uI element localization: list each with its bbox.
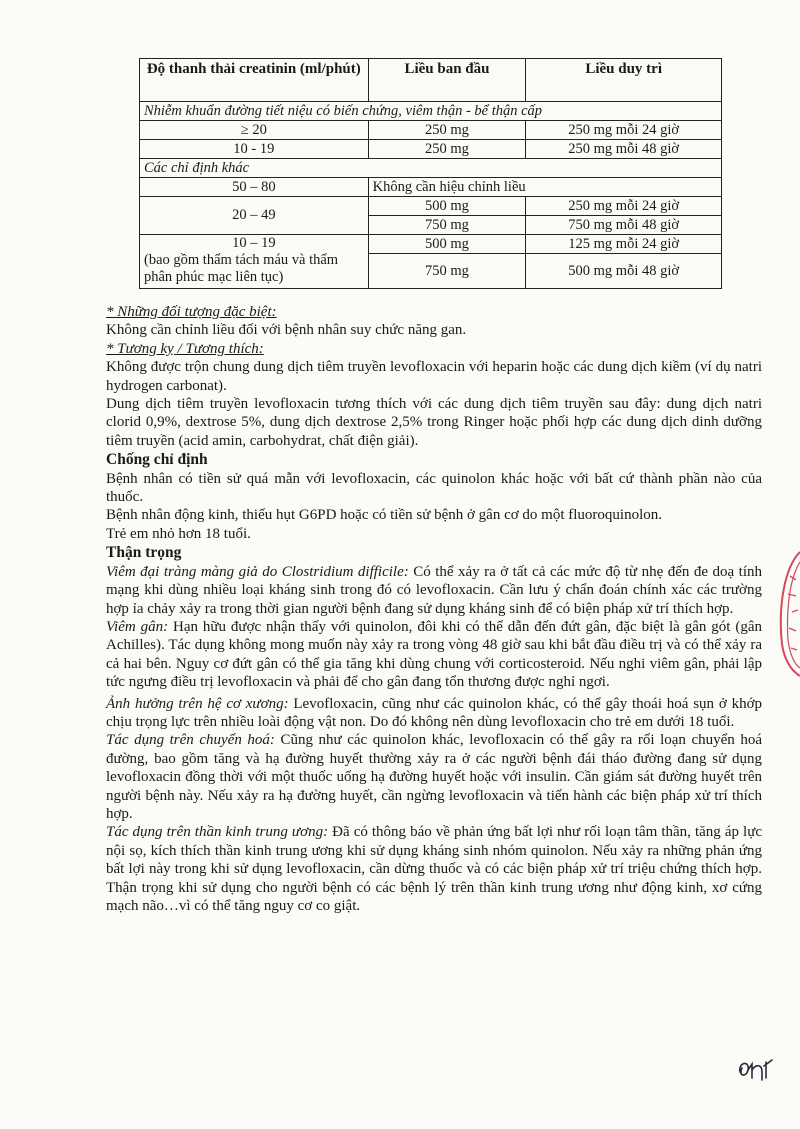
precaution-text: Levofloxacin, cũng như các quinolon khác, có thể gây thoái hoá sụn ở khớp chịu trọng lực trên nhiều loài động vật non. Do đó không nên dùng levofloxacin cho trẻ em dưới 18 tuổi. [106,695,762,730]
clearance-cell: 20 – 49 [140,197,369,235]
special-populations-text: Không cần chỉnh liều đối với bệnh nhân suy chức năng gan. [106,322,467,339]
clearance-cell: ≥ 20 [140,121,369,140]
precaution-lead: Viêm gân: [106,618,169,635]
precaution-paragraph [106,823,762,915]
compatibility-paragraph: Không được trộn chung dung dịch tiêm truyền levofloxacin với heparin hoặc các dung dịch kiềm (ví dụ natri hydrogen carbonat). [106,359,762,394]
precaution-text: Đã có thông báo về phản ứng bất lợi như rối loạn tâm thần, tăng áp lực nội sọ, kích thích thần kinh trung ương khi sử dụng kháng sinh nhóm quinolon. Nếu xảy ra những phản ứng bất lợi này trong khi sử dụng levofloxacin, cần dừng thuốc và có các biện pháp xử trí triệu chứng thích hợp. Thận trọng khi sử dụng cho người bệnh có các bệnh lý trên thần kinh trung ương như động kinh, xơ cứng mạch não…vì có thể tăng nguy cơ co giật. [106,824,762,914]
dosage-table [139,58,722,289]
initial-dose-cell: 750 mg [368,216,526,235]
contraindications-heading: Chống chỉ định [106,451,208,469]
precaution-paragraph [106,731,762,823]
initial-dose-cell: 250 mg [368,121,526,140]
section-uti-title: Nhiễm khuẩn đường tiết niệu có biến chứng, viêm thận - bể thận cấp [140,102,722,121]
maintenance-dose-cell: 250 mg mỗi 24 giờ [526,197,722,216]
maintenance-dose-cell: 500 mg mỗi 48 giờ [526,254,722,289]
maintenance-dose-cell: 250 mg mỗi 24 giờ [526,121,722,140]
table-section-row [140,102,722,121]
compatibility-heading: * Tương kỵ / Tương thích: [106,340,264,357]
table-row [140,197,722,216]
precautions-heading: Thận trọng [106,544,182,562]
handwritten-page-mark [734,1054,778,1084]
contraindication-item: Bệnh nhân có tiền sử quá mẫn với levofloxacin, các quinolon khác hoặc với bất cứ thành phần nào của thuốc. [106,470,762,506]
precaution-text: Cũng như các quinolon khác, levofloxacin có thể gây ra rối loạn chuyển hoá đường, bao gồm tăng và hạ đường huyết thường xảy ra ở các người bệnh đái tháo đường đang sử dụng levofloxacin đồng thời với một thuốc uống hạ đường huyết hoặc với insulin. Cần giám sát đường huyết trên người bệnh này. Nếu xảy ra hạ đường huyết, cần ngừng levofloxacin và tiến hành các biện pháp xử trí thích hợp. [106,732,762,822]
seal-stamp-fragment [776,548,800,678]
clearance-value: 10 – 19 [232,235,276,251]
table-section-row [140,159,722,178]
precaution-paragraph [106,563,762,618]
table-row [140,121,722,140]
precaution-text: Có thể xảy ra ở tất cả các mức độ từ nhẹ đến đe doạ tính mạng khi dùng nhiều loại kháng sinh trong đó có levofloxacin. Cần lưu ý chẩn đoán chính xác các trường hợp ỉa chảy xảy ra trong thời gian người bệnh đang sử dụng kháng sinh để có biện pháp xử trí thích hợp. [106,563,762,617]
table-header-row [140,59,722,102]
clearance-cell: 10 - 19 [140,140,369,159]
precaution-lead: Viêm đại tràng màng giả do Clostridium difficile: [106,563,409,580]
clearance-cell: 50 – 80 [140,178,369,197]
precaution-text: Hạn hữu được nhận thấy với quinolon, đôi khi có thể dẫn đến đứt gân, đặc biệt là gân gót (gân Achilles). Tác dụng không mong muốn này xảy ra trong vòng 48 giờ sau khi bắt đầu điều trị và có thể xảy ra cả hai bên. Nguy cơ đứt gân có thể gia tăng khi dùng chung với corticosteroid. Nếu nghi viêm gân, phải lập tức ngưng điều trị levofloxacin và phải để cho gân đang tổn thương được nghỉ ngơi. [106,618,762,691]
precaution-lead: Ảnh hưởng trên hệ cơ xương: [106,695,289,712]
contraindication-item: Bệnh nhân động kinh, thiếu hụt G6PD hoặc có tiền sử bệnh ở gân cơ do một fluoroquinolon. [106,507,663,524]
initial-dose-cell: 500 mg [368,197,526,216]
header-initial-dose: Liều ban đầu [368,59,526,102]
maintenance-dose-cell: 750 mg mỗi 48 giờ [526,216,722,235]
special-populations-heading: * Những đối tượng đặc biệt: [106,304,277,320]
maintenance-dose-cell: 250 mg mỗi 48 giờ [526,140,722,159]
table-row [140,140,722,159]
table-row [140,235,722,254]
maintenance-dose-cell: 125 mg mỗi 24 giờ [526,235,722,254]
section-other-title: Các chỉ định khác [140,159,722,178]
clearance-cell [140,235,369,289]
precaution-paragraph [106,695,762,732]
precaution-paragraph [106,618,762,692]
header-creatinine-clearance: Độ thanh thải creatinin (ml/phút) [140,59,369,102]
compatibility-paragraph: Dung dịch tiêm truyền levofloxacin tương thích với các dung dịch tiêm truyền sau đây: dung dịch natri clorid 0,9%, dextrose 5%, dung dịch dextrose 2,5% trong Ringer hoặc phối hợp các dung dịch dinh dưỡng tiêm truyền (acid amin, carbohydrat, chất điện giải). [106,396,762,449]
clearance-note: (bao gồm thẩm tách máu và thẩm phân phúc mạc liên tục) [144,252,339,285]
no-adjustment-cell: Không cần hiệu chỉnh liều [368,178,721,197]
precaution-lead: Tác dụng trên thần kinh trung ương: [106,824,329,841]
header-maintenance-dose: Liều duy trì [526,59,722,102]
initial-dose-cell: 750 mg [368,254,526,289]
initial-dose-cell: 500 mg [368,235,526,254]
body-text [106,303,762,915]
initial-dose-cell: 250 mg [368,140,526,159]
table-row [140,178,722,197]
precaution-lead: Tác dụng trên chuyển hoá: [106,732,275,749]
contraindication-item: Trẻ em nhỏ hơn 18 tuổi. [106,525,251,542]
